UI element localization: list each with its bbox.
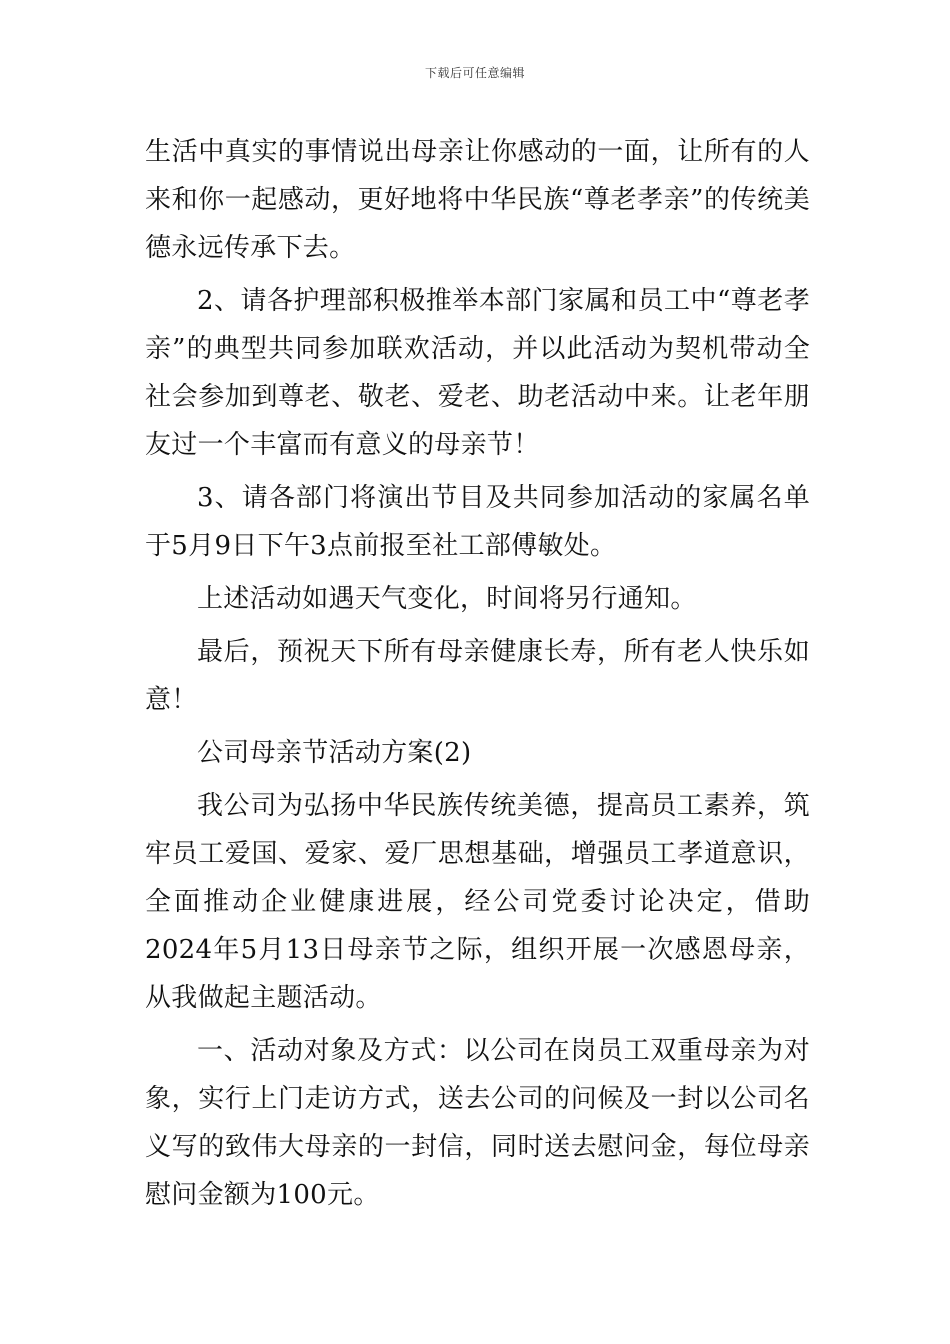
paragraph-weather-note: 上述活动如遇天气变化，时间将另行通知。 (197, 584, 697, 614)
paragraph-item-3: 3、请各部门将演出节目及共同参加活动的家属名单于5月9日下午3点前报至社工部傅敏处。 (145, 483, 810, 561)
paragraph-closing-wish: 最后，预祝天下所有母亲健康长寿，所有老人快乐如意！ (145, 637, 810, 715)
page-header: 下载后可任意编辑 (424, 66, 525, 80)
document-body (145, 128, 810, 1224)
paragraph-activity-target: 一、活动对象及方式：以公司在岗员工双重母亲为对象，实行上门走访方式，送去公司的问候及一封以公司名义写的致伟大母亲的一封信，同时送去慰问金，每位母亲慰问金额为100元。 (145, 1036, 810, 1210)
paragraph-continuation: 生活中真实的事情说出母亲让你感动的一面，让所有的人来和你一起感动，更好地将中华民族“尊老孝亲”的传统美德永远传承下去。 (145, 137, 810, 263)
section-title: 公司母亲节活动方案(2) (197, 738, 472, 768)
paragraph-intro: 我公司为弘扬中华民族传统美德，提高员工素养，筑牢员工爱国、爱家、爱厂思想基础，增强员工孝道意识，全面推动企业健康进展，经公司党委讨论决定，借助2024年5月13日母亲节之际，组织开展一次感恩母亲，从我做起主题活动。 (145, 791, 810, 1013)
paragraph-item-2: 2、请各护理部积极推举本部门家属和员工中“尊老孝亲”的典型共同参加联欢活动，并以此活动为契机带动全社会参加到尊老、敬老、爱老、助老活动中来。让老年朋友过一个丰富而有意义的母亲节！ (145, 286, 810, 460)
